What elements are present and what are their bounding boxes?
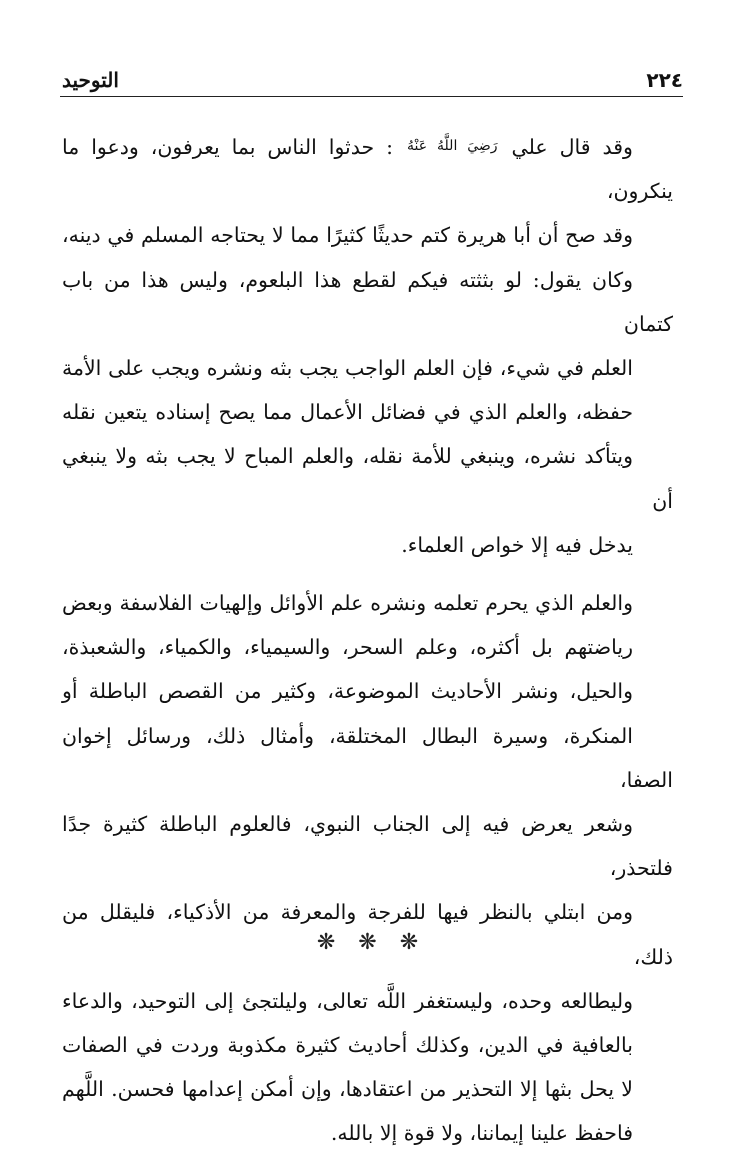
page-number: ٢٢٤ xyxy=(646,68,683,92)
text-line: والحيل، ونشر الأحاديث الموضوعة، وكثير من القصص الباطلة أو xyxy=(62,679,633,704)
text-line: المنكرة، وسيرة البطال المختلقة، وأمثال ذلك، ورسائل إخوان الصفا، xyxy=(62,723,673,792)
body-text xyxy=(62,124,673,1156)
text-line: وكان يقول: لو بثثته فيكم لقطع هذا البلعوم، وليس هذا من باب كتمان xyxy=(62,267,673,336)
text-line: بالعافية في الدين، وكذلك أحاديث كثيرة مكذوبة وردت في الصفات xyxy=(62,1033,633,1058)
text-line: وليطالعه وحده، وليستغفر اللَّه تعالى، وليلتجئ إلى التوحيد، والدعاء xyxy=(62,988,633,1013)
text-line: العلم في شيء، فإن العلم الواجب يجب بثه ونشره ويجب على الأمة xyxy=(62,356,633,381)
section-separator: ❋ ❋ ❋ xyxy=(316,930,427,955)
text-line: وشعر يعرض فيه إلى الجناب النبوي، فالعلوم الباطلة كثيرة جدًا فلتحذر، xyxy=(62,812,673,881)
paragraph-1 xyxy=(62,124,673,567)
text-line: والعلم الذي يحرم تعلمه ونشره علم الأوائل وإلهيات الفلاسفة وبعض xyxy=(62,591,633,616)
honorific-ligature: رَضِيَ اللَّهُ عَنْهُ xyxy=(407,138,498,154)
page-header xyxy=(62,52,683,92)
text-line: وقد صح أن أبا هريرة كتم حديثًا كثيرًا مما لا يحتاجه المسلم في دينه، xyxy=(62,223,633,248)
text-line: حفظه، والعلم الذي في فضائل الأعمال مما يصح إسناده يتعين نقله xyxy=(62,400,633,425)
paragraph-2 xyxy=(62,581,673,1156)
text-line: لا يحل بثها إلا التحذير من اعتقادها، وإن أمكن إعدامها فحسن. اللَّهم xyxy=(62,1077,633,1102)
text-line: رياضتهم بل أكثره، وعلم السحر، والسيمياء، والكمياء، والشعبذة، xyxy=(62,635,633,660)
text-line: يدخل فيه إلا خواص العلماء. xyxy=(401,532,633,557)
text-line: وقد قال علي رَضِيَ اللَّهُ عَنْهُ : حدثوا الناس بما يعرفون، ودعوا ما ينكرون، xyxy=(62,135,673,204)
running-title: التوحيد xyxy=(62,68,119,92)
header-rule xyxy=(60,96,683,97)
text-line: فاحفظ علينا إيماننا، ولا قوة إلا بالله. xyxy=(330,1121,633,1146)
text-line: ويتأكد نشره، وينبغي للأمة نقله، والعلم المباح لا يجب بثه ولا ينبغي أن xyxy=(62,444,673,513)
text-line: ومن ابتلي بالنظر فيها للفرجة والمعرفة من الأذكياء، فليقلل من ذلك، xyxy=(62,900,673,969)
